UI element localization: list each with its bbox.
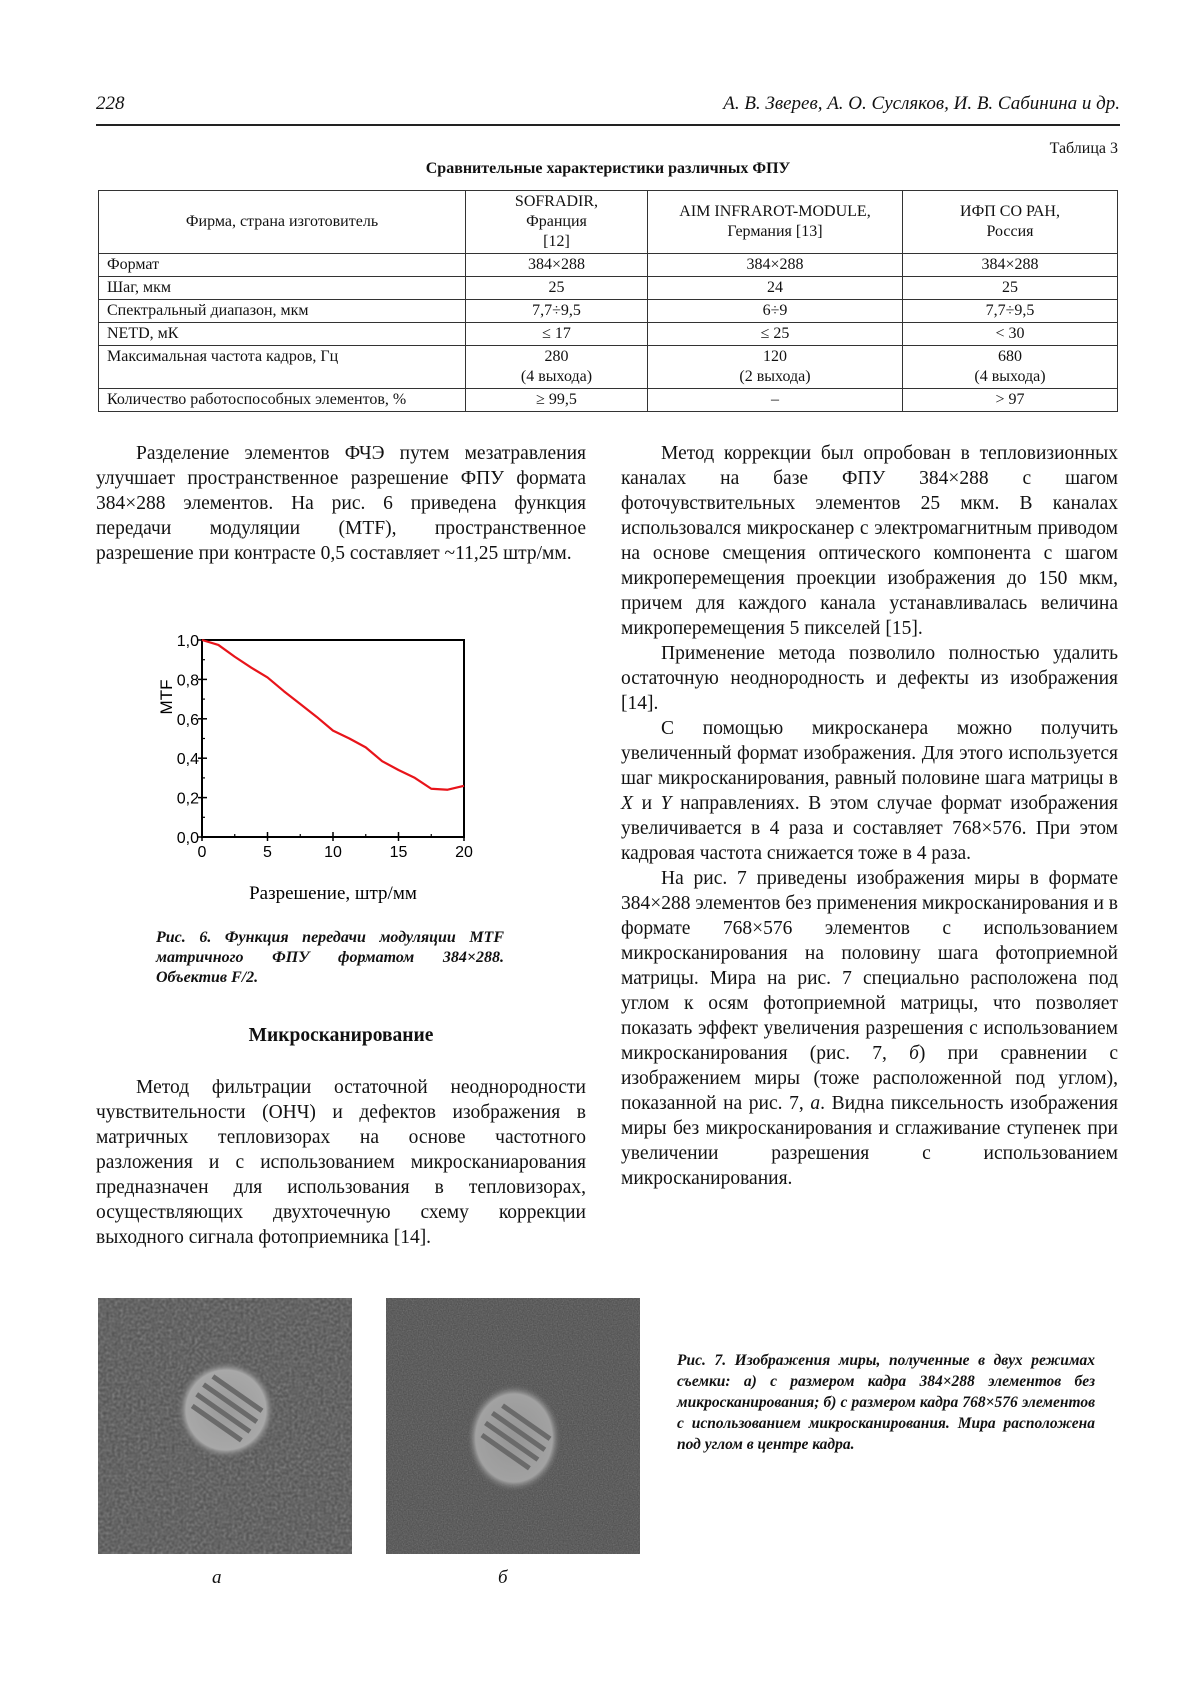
header-aim-country: Германия [13] — [727, 223, 823, 240]
running-header — [96, 93, 1120, 117]
figure-7-caption: Рис. 7. Изображения миры, полученные в двух режимах съемки: а) с размером кадра 384×288 элементов без микросканирования; б) с размером кадра 768×576 элементов с использованием микросканирования. Мира расположена под углом в центре кадра. — [677, 1352, 1095, 1453]
left-paragraph-1 — [96, 441, 586, 566]
text-span: На рис. 7 приведены изображения миры в формате 384×288 элементов без применения микросканирования и в формате 768×576 элементов с использованием микросканирования на половину шага фотоприемной матрицы. Мира на рис. 7 специально расположена под углом к осям фотоприемной матрицы, что позволяет показать эффект увеличения разрешения с использованием микросканирования (рис. 7, — [621, 868, 1118, 1064]
x-tick-label: 20 — [455, 844, 473, 861]
thermal-image-a — [98, 1298, 352, 1554]
row-value: – — [648, 389, 903, 412]
axis-x-italic: X — [621, 793, 633, 814]
row-param: Шаг, мкм — [99, 277, 466, 300]
header-param: Фирма, страна изготовитель — [99, 191, 466, 254]
header-ifp — [903, 191, 1118, 254]
header-sofradir-ref: [12] — [543, 233, 570, 250]
plot-frame — [202, 640, 464, 837]
x-tick-label: 5 — [263, 844, 272, 861]
row-value: 7,7÷9,5 — [466, 300, 648, 323]
table-row — [99, 346, 1118, 389]
table-row — [99, 277, 1118, 300]
axis-y-italic: Y — [660, 793, 672, 814]
row-value-main: 680 — [998, 348, 1022, 365]
row-value: 384×288 — [648, 254, 903, 277]
section-title: Микросканирование — [248, 1025, 434, 1046]
row-value: < 30 — [903, 323, 1118, 346]
table-header-row — [99, 191, 1118, 254]
fig-ref-b: б — [909, 1043, 919, 1064]
row-value — [648, 346, 903, 389]
row-param: Формат — [99, 254, 466, 277]
row-value — [903, 346, 1118, 389]
x-axis-label: Разрешение, штр/мм — [249, 883, 417, 904]
x-tick-label: 10 — [324, 844, 342, 861]
y-tick-label: 0,8 — [176, 672, 199, 690]
header-rule — [96, 124, 1120, 126]
table-number: Таблица 3 — [1049, 140, 1118, 157]
table-row — [99, 300, 1118, 323]
row-param: Максимальная частота кадров, Гц — [99, 346, 466, 389]
row-param: NETD, мК — [99, 323, 466, 346]
table-row — [99, 389, 1118, 412]
row-value: 24 — [648, 277, 903, 300]
header-ifp-country: Россия — [986, 223, 1034, 240]
x-tick-label: 15 — [389, 844, 408, 861]
mtf-chart — [150, 625, 530, 910]
comparison-table — [98, 190, 1118, 412]
y-axis-label: MTF — [157, 679, 176, 715]
text-span: . Видна пиксельность изображения миры без микросканирования и сглаживание ступенек при увеличении разрешения с использованием микросканирования. — [621, 1093, 1118, 1189]
y-tick-label: 1,0 — [176, 633, 199, 650]
header-sofradir-name: SOFRADIR, — [514, 193, 599, 210]
header-sofradir — [466, 191, 648, 254]
table-title: Сравнительные характеристики различных ФПУ — [425, 160, 791, 177]
mtf-chart-svg — [150, 625, 530, 910]
row-value-note: (4 выхода) — [520, 368, 593, 385]
text-span: и — [632, 793, 661, 814]
row-value — [466, 346, 648, 389]
row-value: 25 — [903, 277, 1118, 300]
subfigure-label-a: а — [212, 1567, 222, 1588]
row-value: 6÷9 — [648, 300, 903, 323]
row-value: 25 — [466, 277, 648, 300]
y-tick-label: 0,6 — [176, 711, 199, 729]
row-value: > 97 — [903, 389, 1118, 412]
left-paragraph-2 — [96, 1075, 586, 1250]
right-paragraph-4 — [621, 866, 1118, 1191]
text-span: С помощью микросканера можно получить увеличенный формат изображения. Для этого используется шаг микросканирования, равный половине шага матрицы в — [621, 718, 1118, 789]
thermal-image-b — [386, 1298, 640, 1554]
row-value: ≤ 25 — [648, 323, 903, 346]
right-column — [621, 441, 1118, 1191]
right-paragraph-3 — [621, 716, 1118, 866]
y-tick-label: 0,4 — [176, 751, 199, 769]
row-value: 384×288 — [903, 254, 1118, 277]
row-value: ≥ 99,5 — [466, 389, 648, 412]
mtf-series-line — [202, 640, 464, 790]
page-number: 228 — [96, 93, 125, 114]
row-param: Спектральный диапазон, мкм — [99, 300, 466, 323]
row-value-note: (2 выхода) — [739, 368, 811, 385]
row-param: Количество работоспособных элементов, % — [99, 389, 466, 412]
chart-axes — [177, 633, 473, 861]
row-value-note: (4 выхода) — [974, 368, 1046, 385]
paragraph-text: Метод фильтрации остаточной неоднородности чувствительности (ОНЧ) и дефектов изображения в матричных тепловизорах на основе частотного разложения и с использованием микросканиарования предназначен для использования в тепловизорах, осуществляющих двухточечную схему коррекции выходного сигнала фотоприемника [14]. — [96, 1077, 586, 1248]
text-span: ) при сравнении с изображением миры (тоже расположенной под углом), показанной на рис. 7, — [621, 1043, 1118, 1114]
table-row — [99, 254, 1118, 277]
row-value-main: 120 — [763, 348, 787, 365]
text-span: направлениях. В этом случае формат изображения увеличивается в 4 раза и составляет 768×576. При этом кадровая частота снижается тоже в 4 раза. — [621, 793, 1119, 864]
row-value: ≤ 17 — [466, 323, 648, 346]
fig-ref-a: а — [810, 1093, 821, 1114]
y-tick-label: 0,2 — [176, 790, 199, 808]
running-authors: А. В. Зверев, А. О. Сусляков, И. В. Сабинина и др. — [723, 93, 1120, 114]
x-tick-label: 0 — [197, 844, 207, 861]
right-paragraph-1: Метод коррекции был опробован в тепловизионных каналах на базе ФПУ 384×288 с шагом фоточувствительных элементов 25 мкм. В каналах использовался микросканер с электромагнитным приводом на основе смещения оптического компонента с шагом микроперемещения проекции изображения до 150 мкм, причем для каждого канала устанавливалась величина микроперемещения 5 пикселей [15]. — [621, 443, 1118, 639]
thermal-image-b-graphic — [386, 1298, 640, 1554]
header-sofradir-country: Франция — [526, 213, 587, 230]
y-tick-label: 0,0 — [176, 830, 199, 847]
right-paragraph-2: Применение метода позволило полностью удалить остаточную неоднородность и дефекты из изображения [14]. — [621, 643, 1118, 714]
header-aim-name: AIM INFRAROT-MODULE, — [679, 203, 871, 220]
row-value: 384×288 — [466, 254, 648, 277]
row-value: 7,7÷9,5 — [903, 300, 1118, 323]
header-ifp-name: ИФП СО РАН, — [960, 203, 1060, 220]
table-row — [99, 323, 1118, 346]
row-value-main: 280 — [544, 348, 569, 365]
header-aim — [648, 191, 903, 254]
thermal-image-a-graphic — [98, 1298, 352, 1554]
figure-6-caption: Рис. 6. Функция передачи модуляции MTF матричного ФПУ форматом 384×288. Объектив F/2. — [156, 929, 504, 986]
subfigure-label-b: б — [498, 1567, 508, 1588]
paragraph-text: Разделение элементов ФЧЭ путем мезатравления улучшает пространственное разрешение ФПУ формата 384×288 элементов. На рис. 6 приведена функция передачи модуляции (MTF), пространственное разрешение при контрасте 0,5 составляет ~11,25 штр/мм. — [96, 443, 586, 564]
